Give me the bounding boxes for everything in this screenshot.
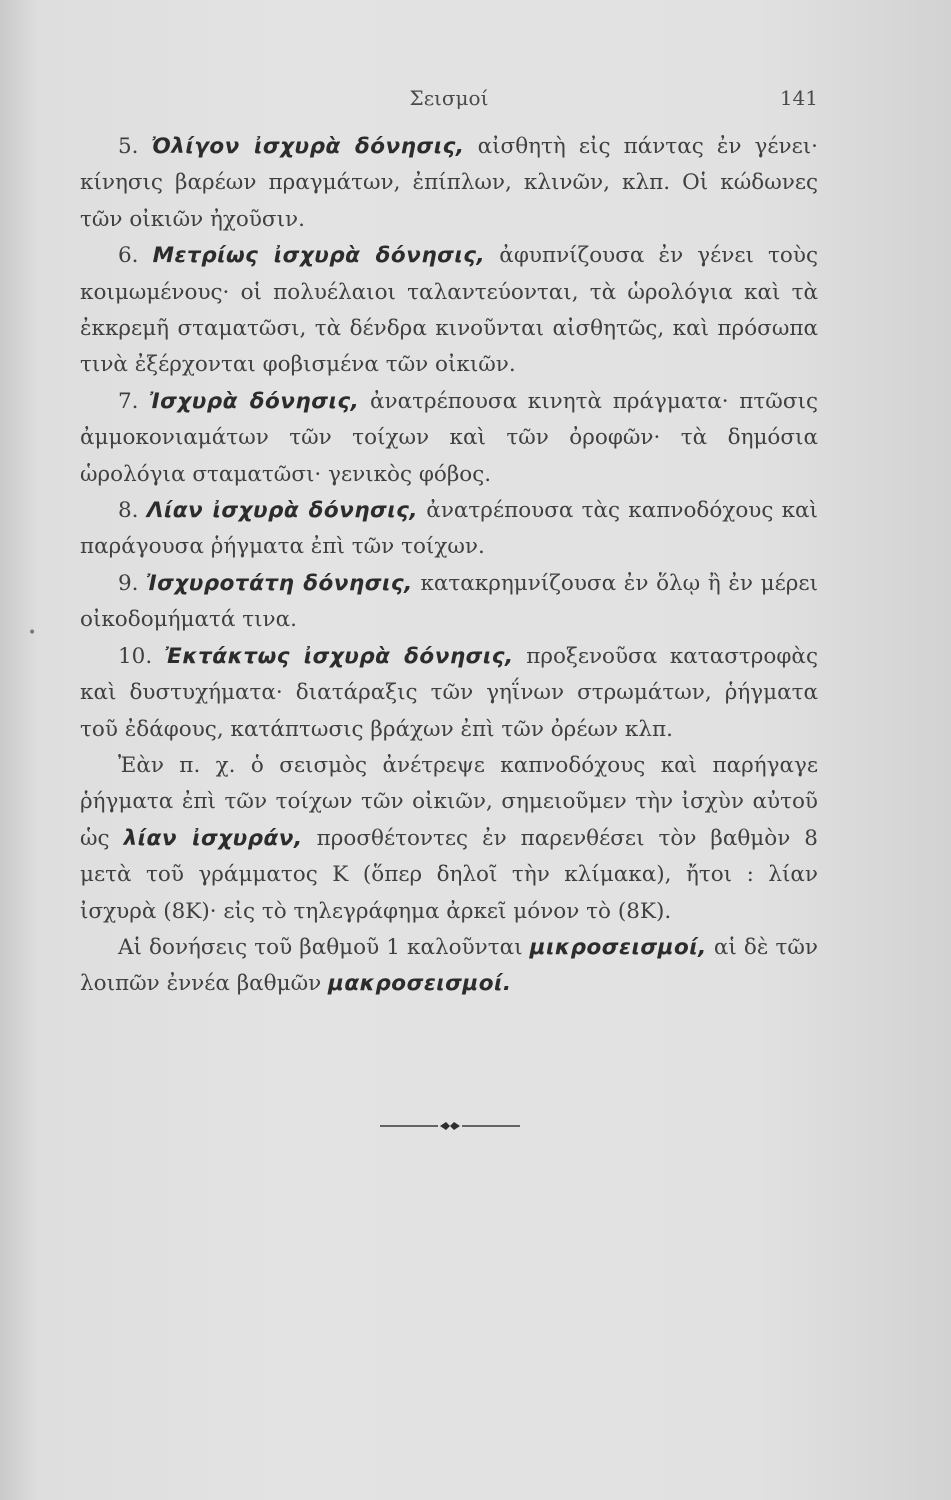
- paragraph-scale-6: [80, 238, 818, 384]
- running-title: Σεισμοί: [409, 86, 489, 110]
- page-body: [80, 129, 818, 1003]
- paragraph-closing: [80, 930, 818, 1003]
- paragraph-scale-7: [80, 384, 818, 493]
- closing-text-2: αἱ δὲ τῶν λοιπῶν ἐννέα βαθμῶν: [80, 934, 818, 997]
- closing-term-macro: μακροσεισμοί.: [328, 971, 512, 997]
- scale-term: Ἐκτάκτως ἰσχυρὰ δόνησις,: [164, 643, 514, 669]
- scale-term: Ἰσχυρὰ δόνησις,: [149, 388, 360, 414]
- scale-description: προξενοῦσα καταστροφὰς καὶ δυστυχήματα· διατάραξις τῶν γηΐνων στρωμάτων, ῥήγματα τοῦ ἐδάφους, κατάπτωσις βράχων ἐπὶ τῶν ὀρέων κλπ.: [80, 643, 818, 742]
- scale-term: Μετρίως ἰσχυρὰ δόνησις,: [152, 243, 486, 269]
- margin-mark: •: [28, 625, 37, 641]
- paragraph-scale-5: [80, 129, 818, 238]
- scale-term: Ὀλίγον ἰσχυρὰ δόνησις,: [151, 134, 465, 159]
- page-number: 141: [779, 86, 818, 110]
- scale-description: κατακρημνίζουσα ἐν ὅλῳ ἢ ἐν μέρει οἰκοδομήματά τινα.: [80, 570, 819, 633]
- example-text-before: Ἐὰν π. χ. ὁ σεισμὸς ἀνέτρεψε καπνοδόχους καὶ παρήγαγε ῥήγματα ἐπὶ τῶν τοίχων τῶν οἰκιῶν, σημειοῦμεν τὴν ἰσχὺν αὐτοῦ ὡς: [80, 752, 818, 851]
- scale-number: 5.: [118, 134, 139, 159]
- scale-number: 8.: [118, 498, 139, 524]
- scale-number: 10.: [118, 643, 153, 669]
- section-divider-ornament: [380, 1120, 520, 1132]
- closing-term-micro: μικροσεισμοί,: [529, 934, 707, 960]
- scale-description: ἀνατρέπουσα τὰς καπνοδόχους καὶ παράγουσα ῥήγματα ἐπὶ τῶν τοίχων.: [80, 498, 818, 560]
- scale-number: 7.: [118, 388, 139, 414]
- scale-description: ἀφυπνίζουσα ἐν γένει τοὺς κοιμωμένους· οἱ πολυέλαιοι ταλαντεύονται, τὰ ὡρολόγια καὶ τὰ ἐκκρεμῆ σταματῶσι, τὰ δένδρα κινοῦνται αἰσθητῶς, καὶ πρόσωπα τινὰ ἐξέρχονται φοβισμένα τῶν οἰκιῶν.: [80, 243, 818, 378]
- scale-number: 6.: [118, 243, 139, 269]
- scale-number: 9.: [118, 570, 139, 596]
- scale-description: ἀνατρέπουσα κινητὰ πράγματα· πτῶσις ἀμμοκονιαμάτων τῶν τοίχων καὶ τῶν ὀροφῶν· τὰ δημόσια ὡρολόγια σταματῶσι· γενικὸς φόβος.: [80, 388, 818, 487]
- example-term: λίαν ἰσχυράν,: [123, 825, 303, 851]
- paragraph-example: [80, 748, 818, 930]
- example-text-after: προσθέτοντες ἐν παρενθέσει τὸν βαθμὸν 8 μετὰ τοῦ γράμματος Κ (ὅπερ δηλοῖ τὴν κλίμακα), ἤτοι : λίαν ἰσχυρὰ (8Κ)· εἰς τὸ τηλεγράφημα ἀρκεῖ μόνον τὸ (8Κ).: [80, 825, 818, 924]
- scale-term: Λίαν ἰσχυρὰ δόνησις,: [146, 498, 419, 524]
- page-header: [80, 86, 818, 110]
- paragraph-scale-9: [80, 566, 818, 639]
- paragraph-scale-8: [80, 493, 818, 566]
- scale-description: αἰσθητὴ εἰς πάντας ἐν γένει· κίνησις βαρέων πραγμάτων, ἐπίπλων, κλινῶν, κλπ. Οἱ κώδωνες τῶν οἰκιῶν ἠχοῦσιν.: [80, 134, 818, 232]
- scale-term: Ἰσχυροτάτη δόνησις,: [146, 570, 413, 596]
- paragraph-scale-10: [80, 639, 818, 748]
- closing-text-1: Αἱ δονήσεις τοῦ βαθμοῦ 1 καλοῦνται: [118, 934, 530, 960]
